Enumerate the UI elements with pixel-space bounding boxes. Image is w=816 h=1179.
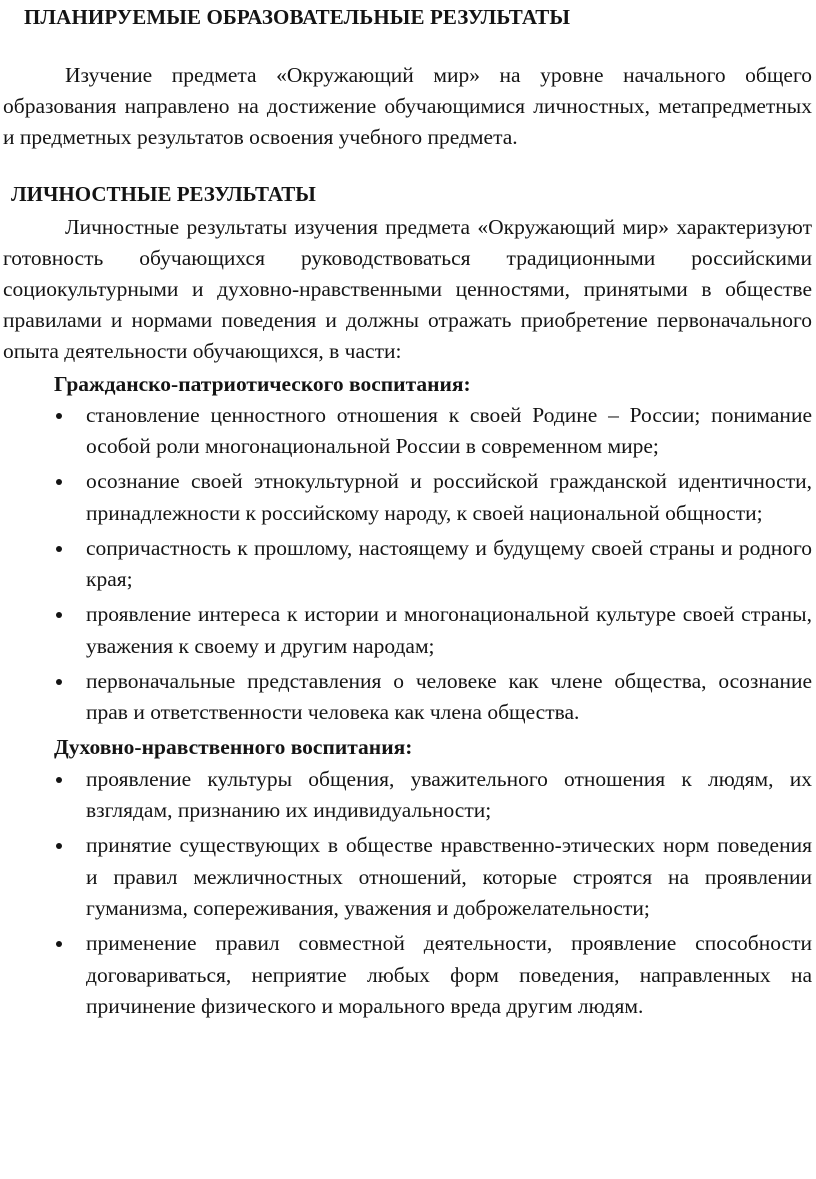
list-item bbox=[3, 599, 812, 662]
bullet-icon bbox=[56, 679, 62, 685]
intro-paragraph: Изучение предмета «Окружающий мир» на уровне начального общего образования направлено на достижение обучающимися личностных, метапредметных и предметных результатов освоения учебного предмета. bbox=[3, 63, 812, 150]
list-item-text: становление ценностного отношения к своей Родине – России; понимание особой роли многонациональной России в современном мире; bbox=[86, 402, 812, 459]
bullet-icon bbox=[56, 843, 62, 849]
list-item bbox=[3, 466, 812, 529]
bullet-icon bbox=[56, 941, 62, 947]
list-item bbox=[3, 830, 812, 925]
list-item-text: проявление интереса к истории и многонациональной культуре своей страны, уважения к своему и другим народам; bbox=[86, 602, 812, 658]
civic-education-heading: Гражданско-патриотического воспитания: bbox=[54, 371, 471, 396]
bullet-icon bbox=[56, 479, 62, 485]
list-item bbox=[3, 928, 812, 1023]
bullet-icon bbox=[56, 413, 62, 419]
list-item-text: проявление культуры общения, уважительного отношения к людям, их взглядам, признанию их индивидуальности; bbox=[86, 766, 812, 823]
civic-education-list bbox=[3, 400, 812, 729]
list-item-text: осознание своей этнокультурной и российской гражданской идентичности, принадлежности к российскому народу, к своей национальной общности; bbox=[86, 469, 812, 525]
bullet-icon bbox=[56, 777, 62, 783]
personal-results-paragraph: Личностные результаты изучения предмета «Окружающий мир» характеризуют готовность обучающихся руководствоваться традиционными российскими социокультурными и духовно-нравственными ценностями, принятыми в обществе правилами и нормами поведения и должны отражать приобретение первоначального опыта деятельности обучающихся, в части: bbox=[3, 214, 812, 364]
bullet-icon bbox=[56, 612, 62, 618]
list-item-text: первоначальные представления о человеке как члене общества, осознание прав и ответственности человека как члена общества. bbox=[86, 668, 812, 725]
list-item-text: сопричастность к прошлому, настоящему и будущему своей страны и родного края; bbox=[86, 535, 812, 592]
page-title: ПЛАНИРУЕМЫЕ ОБРАЗОВАТЕЛЬНЫЕ РЕЗУЛЬТАТЫ bbox=[24, 5, 571, 29]
moral-education-heading: Духовно-нравственного воспитания: bbox=[54, 735, 413, 760]
bullet-icon bbox=[56, 546, 62, 552]
list-item bbox=[3, 764, 812, 827]
list-item-text: применение правил совместной деятельности, проявление способности договариваться, неприятие любых форм поведения, направленных на причинение физического и морального вреда другим людям. bbox=[86, 931, 812, 1019]
personal-results-heading: ЛИЧНОСТНЫЕ РЕЗУЛЬТАТЫ bbox=[11, 181, 316, 206]
list-item bbox=[3, 666, 812, 729]
list-item bbox=[3, 533, 812, 596]
list-item-text: принятие существующих в обществе нравственно-этических норм поведения и правил межличностных отношений, которые строятся на проявлении гуманизма, сопереживания, уважения и доброжелательности; bbox=[86, 833, 812, 921]
list-item bbox=[3, 400, 812, 463]
moral-education-list bbox=[3, 764, 812, 1023]
